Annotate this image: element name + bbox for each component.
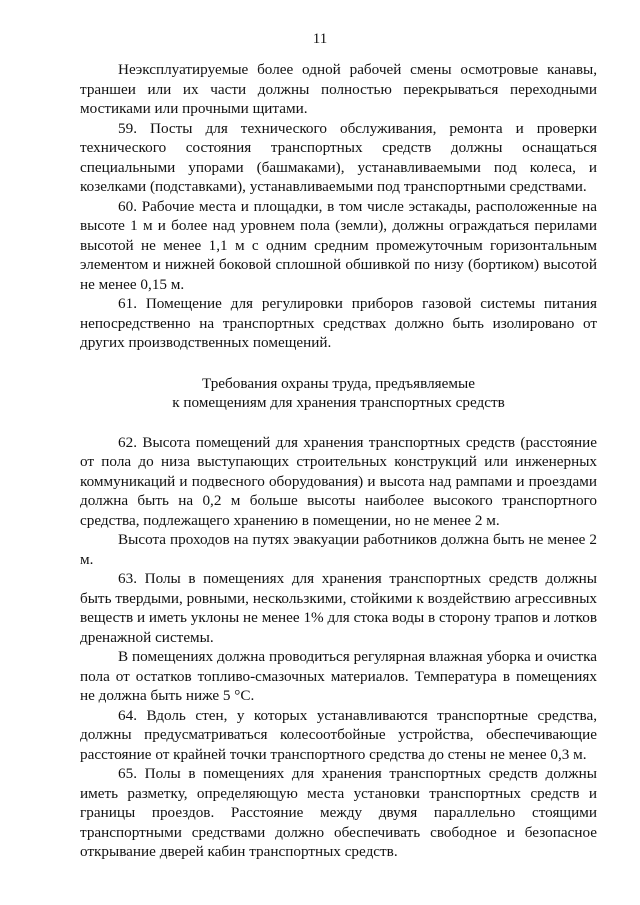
paragraph-cleaning: В помещениях должна проводиться регулярная влажная уборка и очистка пола от остатков топливо-смазочных материалов. Температура в помещениях не должна быть ниже 5 °С. xyxy=(80,648,597,704)
page-number: 11 xyxy=(312,31,328,47)
paragraph-62: 62. Высота помещений для хранения транспортных средств (расстояние от пола до низа выступающих строительных конструкций или инженерных коммуникаций и подвесного оборудования) и высота над рампами и проездами должна быть на 0,2 м больше высоты наиболее высокого транспортного средства, подлежащего хранению в помещении, но не менее 2 м. xyxy=(80,433,597,529)
paragraph-59: 59. Посты для технического обслуживания, ремонта и проверки технического состояния транспортных средств должны оснащаться специальными упорами (башмаками), устанавливаемыми под колеса, и козелками (подставками), устанавливаемыми под транспортными средствами. xyxy=(80,119,597,195)
section-heading-line-1: Требования охраны труда, предъявляемые xyxy=(202,374,475,392)
section-heading-line-2: к помещениям для хранения транспортных средств xyxy=(172,394,505,411)
paragraph-canals-closure: Неэксплуатируемые более одной рабочей смены осмотровые канавы, траншеи или их части должны полностью перекрываться переходными мостиками или прочными щитами. xyxy=(80,61,597,117)
paragraph-65: 65. Полы в помещениях для хранения транспортных средств должны иметь разметку, определяющую места установки транспортных средств и границы проездов. Расстояние между двумя параллельно стоящими транспортными средствами должно обеспечивать свободное и безопасное открывание дверей кабин транспортных средств. xyxy=(80,765,597,860)
paragraph-61: 61. Помещение для регулировки приборов газовой системы питания непосредственно на транспортных средствах должно быть изолировано от других производственных помещений. xyxy=(80,295,597,351)
document-body xyxy=(80,60,597,862)
section-heading xyxy=(80,374,597,413)
paragraph-63: 63. Полы в помещениях для хранения транспортных средств должны быть твердыми, ровными, нескользкими, стойкими к воздействию агрессивных веществ и иметь уклоны не менее 1% для стока воды в сторону трапов и лотков дренажной системы. xyxy=(80,570,597,646)
paragraph-64: 64. Вдоль стен, у которых устанавливаются транспортные средства, должны предусматриваться колесоотбойные устройства, обеспечивающие расстояние от крайней точки транспортного средства до стены не менее 0,3 м. xyxy=(80,706,597,763)
paragraph-evacuation-height: Высота проходов на путях эвакуации работников должна быть не менее 2 м. xyxy=(80,531,597,568)
paragraph-60: 60. Рабочие места и площадки, в том числе эстакады, расположенные на высоте 1 м и более над уровнем пола (земли), должны ограждаться перилами высотой не менее 1,1 м с одним средним промежуточным горизонтальным элементом и нижней боковой сплошной обшивкой по низу (бортиком) высотой не менее 0,15 м. xyxy=(80,197,597,293)
